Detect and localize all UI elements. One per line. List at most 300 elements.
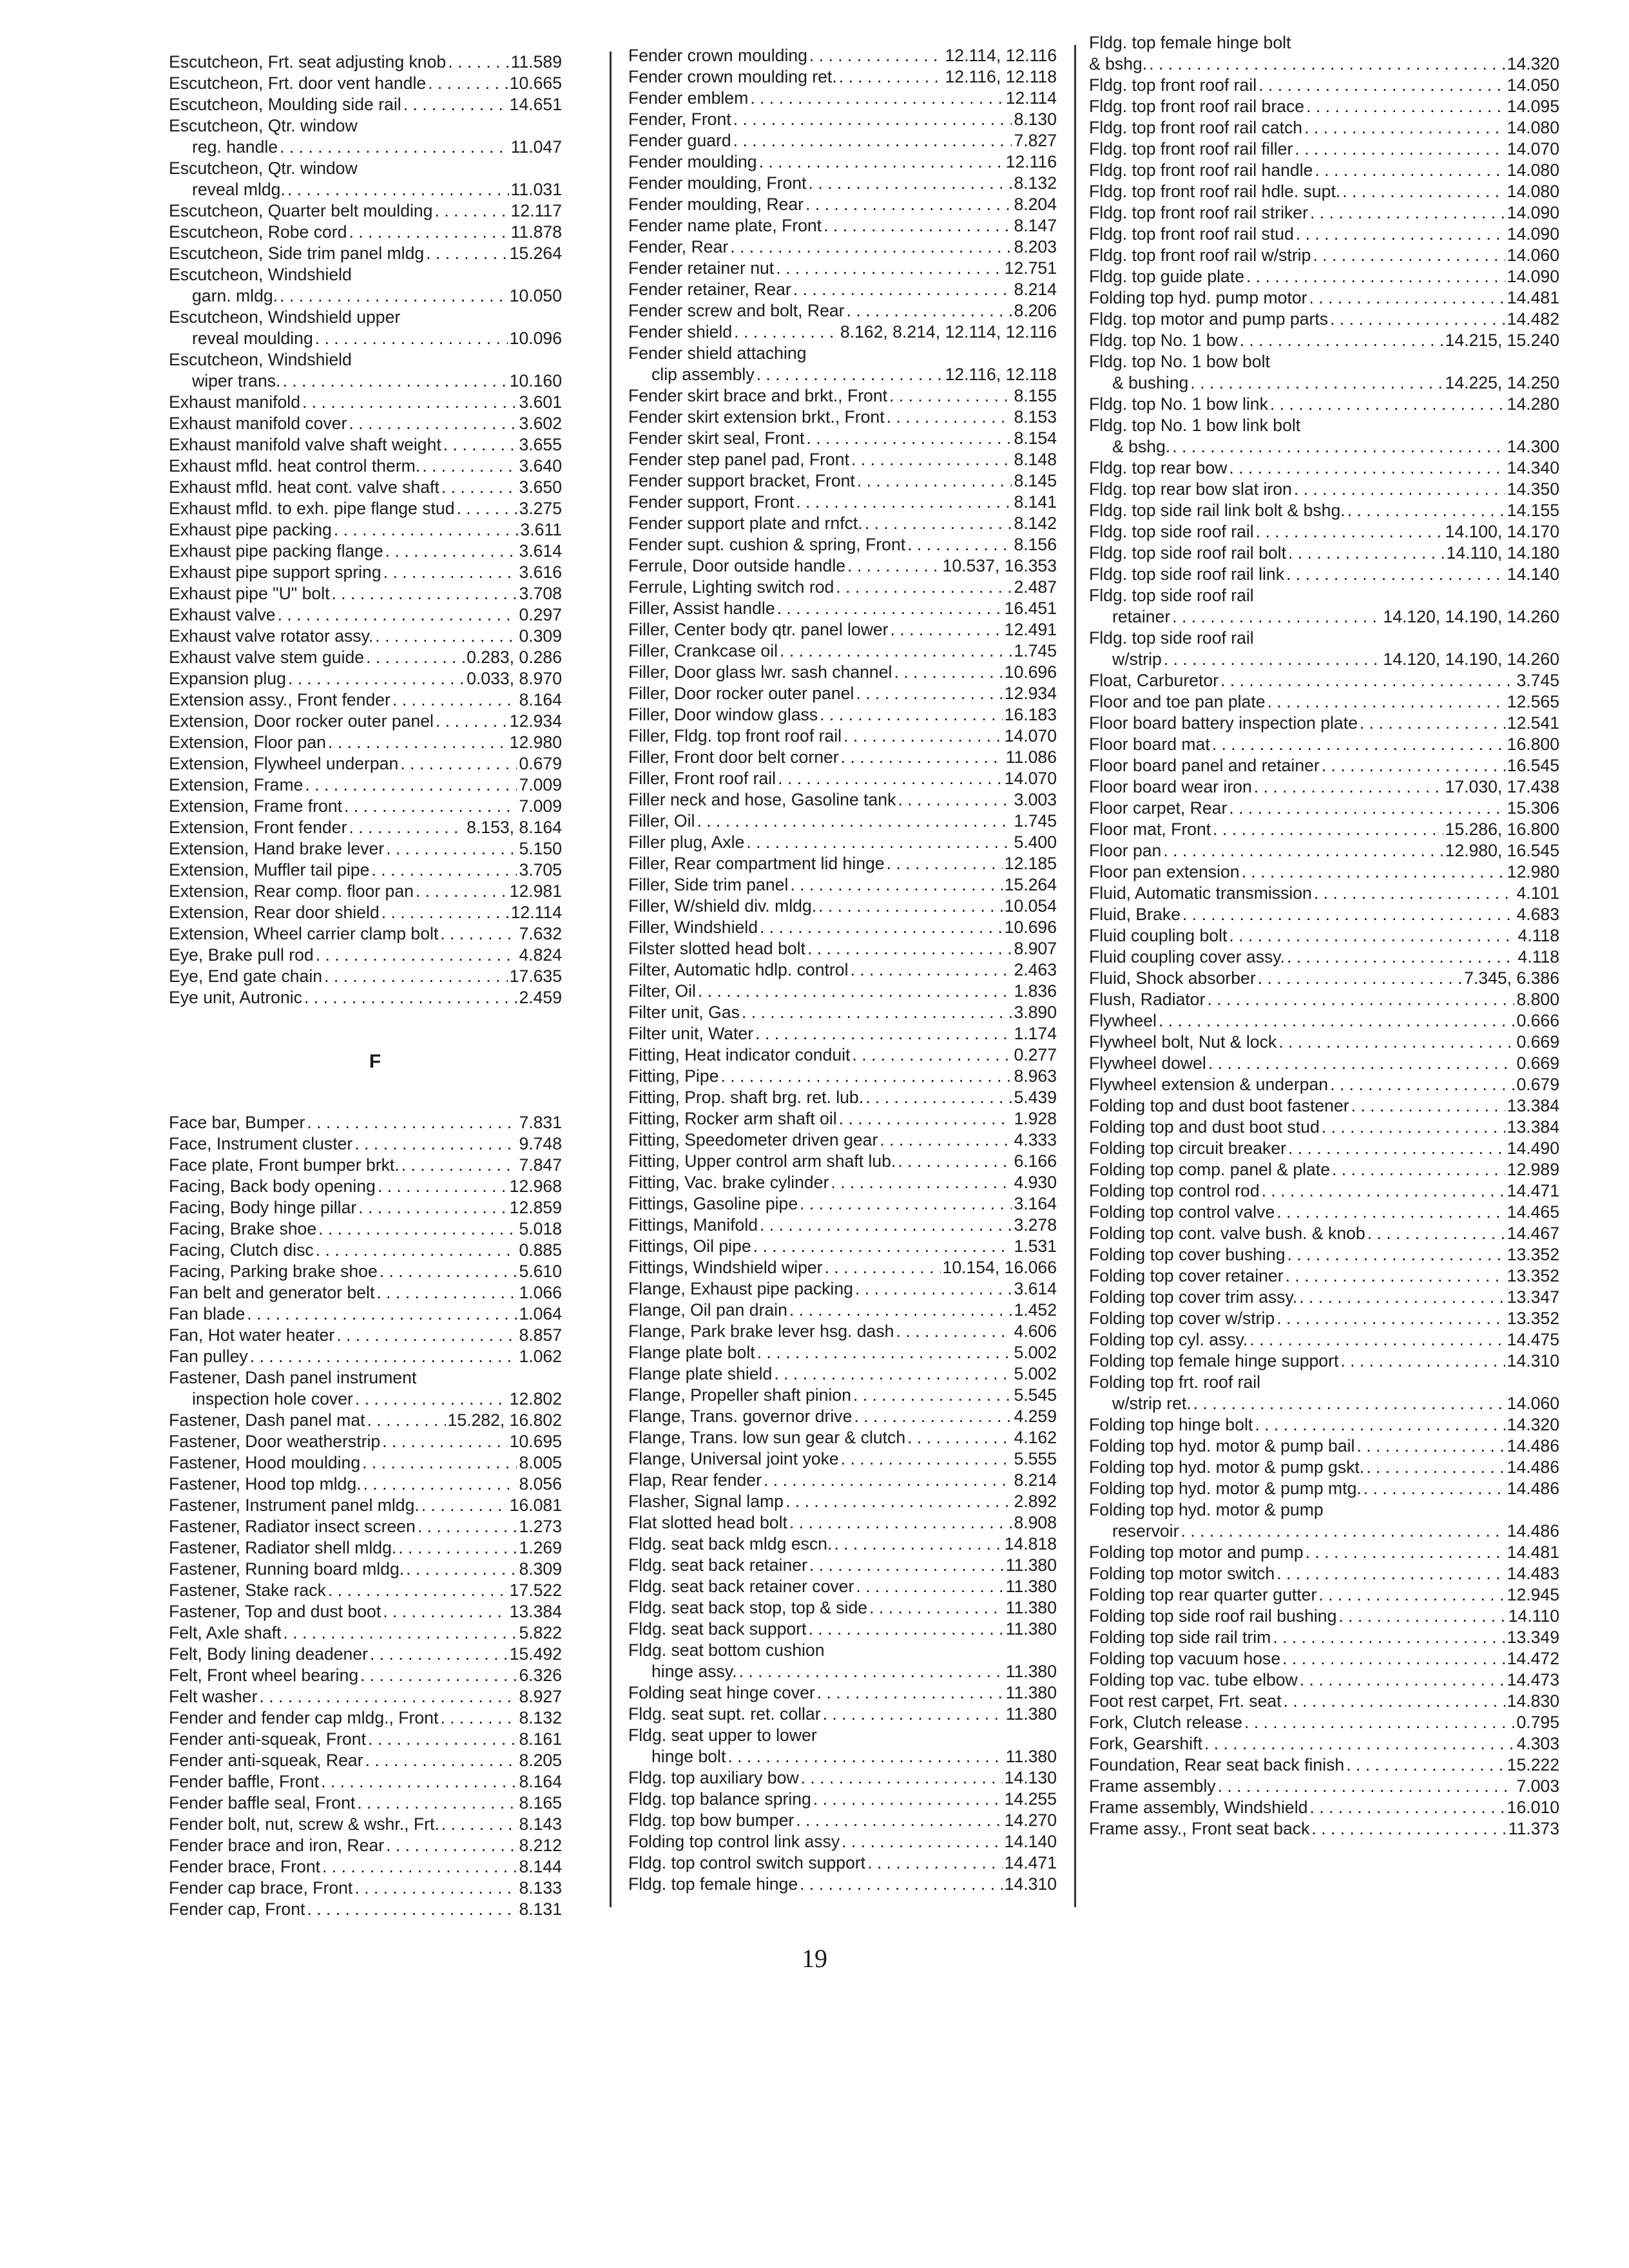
dot-leader [354,1133,517,1155]
index-entry [169,668,562,689]
dot-leader [896,1321,1012,1342]
entry-reference: 14.130 [1004,1768,1057,1787]
index-entry [169,1559,562,1580]
index-entry [169,838,562,860]
index-entry [628,1619,1057,1640]
entry-reference: 14.080 [1507,160,1559,180]
entry-reference: 7.003 [1516,1776,1559,1796]
dot-leader [1296,224,1505,245]
dot-leader [1318,1584,1505,1606]
dot-leader [280,137,509,158]
index-entry [628,66,1057,88]
entry-reference: 14.482 [1507,309,1559,329]
entry-reference: 13.384 [509,1602,562,1621]
dot-leader [1255,1414,1505,1436]
dot-leader [247,1303,517,1325]
index-entry [169,1835,562,1856]
entry-reference: 8.141 [1014,492,1057,512]
column-divider [610,52,612,1907]
entry-reference: 10.537, 16.353 [942,556,1057,575]
entry-reference: 8.161 [519,1729,562,1749]
entry-reference: 15.264 [1004,875,1057,894]
entry-label: Flange plate shield [628,1364,773,1383]
entry-reference: 5.439 [1014,1088,1057,1107]
entry-reference: 14.471 [1507,1181,1559,1200]
entry-label: Fender skirt extension brkt., Front [628,407,885,427]
index-entry [169,1495,562,1516]
index-entry [169,732,562,753]
dot-leader [1273,1627,1505,1648]
index-entry [169,1346,562,1367]
entry-label: Fldg. top front roof rail w/strip [1089,245,1311,265]
dot-leader [304,987,517,1008]
index-entry [1089,1265,1559,1287]
entry-reference: 0.283, 0.286 [467,648,562,667]
entry-label: Fender baffle, Front [169,1772,320,1791]
dot-leader [831,1172,1012,1193]
dot-leader [334,519,519,541]
index-entry [628,1087,1057,1108]
entry-reference: 15.306 [1507,798,1559,818]
entry-reference: 3.640 [519,456,562,476]
entry-label: Escutcheon, Frt. seat adjusting knob [169,52,447,72]
entry-reference: 14.471 [1004,1853,1057,1872]
dot-leader [891,619,1003,640]
entry-label: Felt, Front wheel bearing [169,1666,359,1685]
entry-reference: 13.384 [1507,1117,1559,1137]
dot-leader [1229,925,1516,947]
index-entry [628,1640,1057,1682]
entry-label: Fldg. seat back support [628,1619,807,1639]
entry-reference: 11.380 [1005,1619,1057,1639]
dot-leader [789,1512,1012,1533]
index-entry [628,215,1057,236]
index-entry [169,923,562,945]
dot-leader [1258,75,1505,96]
index-entry [628,1576,1057,1597]
entry-reference: 12.114 [1005,88,1057,108]
entry-reference: 14.490 [1507,1139,1559,1158]
dot-leader [817,1682,1004,1704]
dot-leader [733,130,1012,151]
entry-reference: 14.467 [1507,1224,1559,1243]
entry-label: Escutcheon, Windshield upper [169,307,401,327]
entry-reference: 12.934 [1004,684,1057,703]
entry-label: Fender, Front [628,110,731,129]
dot-leader [818,896,1003,917]
entry-reference: 3.164 [1014,1194,1057,1213]
index-entry [628,1555,1057,1576]
entry-reference: 5.610 [519,1262,562,1281]
dot-leader [316,945,517,966]
index-entry [169,1282,562,1303]
dot-leader [1286,1265,1505,1287]
entry-label: Felt washer [169,1687,258,1706]
entry-label: Floor board mat [1089,735,1210,754]
index-entry [1089,1159,1559,1180]
entry-reference: 14.473 [1507,1670,1559,1689]
entry-reference: 16.081 [509,1495,562,1515]
index-entry [169,1240,562,1261]
entry-label: Folding top hyd. pump motor [1089,288,1307,307]
entry-label: Frame assembly [1089,1776,1216,1796]
entry-label: Fender moulding [628,152,757,171]
entry-reference: 15.264 [509,244,562,263]
dot-leader [1207,989,1514,1010]
dot-leader [841,747,1004,768]
entry-reference: 3.601 [519,392,562,412]
index-column-2 [628,45,1057,1895]
entry-label: Exhaust valve [169,605,276,624]
entry-label: Fldg. top side rail link bolt & bshg. [1089,501,1345,520]
index-entry [1089,266,1559,287]
entry-label: Fender shield attaching [628,343,807,363]
index-entry [1089,139,1559,160]
entry-label: Folding top hinge bolt [1089,1415,1253,1434]
index-entry [1089,1244,1559,1265]
entry-label: Fender brace and iron, Rear [169,1836,385,1855]
index-entry [1089,1329,1559,1350]
dot-leader [760,1215,1012,1236]
index-entry [1089,1776,1559,1797]
entry-reference: 0.309 [519,626,562,646]
dot-leader [288,668,465,689]
index-entry [628,874,1057,896]
index-entry [169,1750,562,1771]
entry-reference: 4.162 [1014,1428,1057,1447]
entry-label: Fastener, Radiator shell mldg. [169,1538,397,1557]
index-entry [628,1852,1057,1874]
entry-reference: 12.981 [509,881,562,901]
entry-label: Facing, Body hinge pillar [169,1198,357,1217]
index-entry [628,662,1057,683]
entry-reference: 14.110, 14.180 [1446,543,1559,562]
entry-reference: 15.492 [509,1644,562,1664]
entry-reference: 8.156 [1014,535,1057,554]
index-entry [169,1176,562,1197]
entry-label: Ferrule, Door outside handle [628,556,846,575]
entry-reference: 14.155 [1507,501,1559,520]
entry-label: Folding top rear quarter gutter [1089,1585,1317,1604]
entry-reference: 12.751 [1004,258,1057,278]
entry-reference: 14.215, 15.240 [1445,331,1559,350]
entry-reference: 14.475 [1507,1330,1559,1349]
entry-label: Fittings, Oil pipe [628,1236,751,1256]
index-entry [169,1112,562,1133]
entry-label: Fender retainer nut [628,258,775,278]
index-entry [169,902,562,923]
index-entry [169,1537,562,1559]
entry-reference: 10.696 [1004,662,1057,682]
entry-reference: 7.009 [519,796,562,816]
entry-reference: 8.145 [1014,471,1057,490]
index-entry [628,853,1057,874]
dot-leader [1306,1542,1505,1563]
entry-reference: 12.802 [509,1389,562,1408]
index-entry [169,583,562,604]
index-entry [1089,968,1559,989]
dot-leader [809,45,943,66]
entry-label: Fldg. top side roof rail [1089,522,1254,541]
entry-label: Filler, Oil [628,811,695,831]
dot-leader [287,179,509,200]
entry-label: Fittings, Manifold [628,1215,758,1235]
entry-reference: 14.120, 14.190, 14.260 [1383,649,1559,669]
dot-leader [841,1448,1012,1470]
index-entry [1089,1074,1559,1095]
entry-label: Exhaust valve rotator assy. [169,626,374,646]
dot-leader [746,832,1012,853]
dot-leader [1268,691,1505,713]
dot-leader [386,1835,517,1856]
entry-label: Fan belt and generator belt [169,1283,375,1302]
dot-leader [1367,1223,1505,1244]
entry-label: Fldg. seat back stop, top & side [628,1598,868,1617]
entry-label: Exhaust manifold [169,392,300,412]
entry-label: Fldg. top balance spring [628,1789,811,1809]
entry-label: Fastener, Door weatherstrip [169,1432,381,1451]
index-entry [1089,713,1559,734]
entry-label: Fldg. seat bottom cushion [628,1640,825,1660]
entry-label: Folding top side rail trim [1089,1628,1271,1647]
entry-reference: 8.153, 8.164 [467,818,562,837]
entry-label: Fender step panel pad, Front [628,450,849,469]
entry-label: Folding top vacuum hose [1089,1649,1281,1668]
entry-label: Flange, Universal joint yoke [628,1449,839,1468]
entry-continuation: reg. handle [192,137,278,157]
entry-label: Fan pulley [169,1347,248,1366]
entry-reference: 8.857 [519,1325,562,1345]
index-entry [169,966,562,987]
index-entry [1089,351,1559,394]
entry-label: Extension assy., Front fender [169,690,390,709]
dot-leader [698,981,1012,1002]
entry-label: Fastener, Top and dust boot [169,1602,381,1621]
index-entry [628,534,1057,555]
dot-leader [800,1874,1003,1895]
entry-label: Extension, Wheel carrier clamp bolt [169,924,439,943]
index-entry [1089,287,1559,309]
entry-label: Fitting, Rocker arm shaft oil [628,1109,837,1128]
dot-leader [753,1236,1012,1257]
dot-leader [1294,479,1505,500]
entry-label: Flange plate bolt [628,1343,755,1362]
entry-label: Eye, Brake pull rod [169,945,314,965]
index-entry [1089,670,1559,691]
entry-reference: 5.555 [1014,1449,1057,1468]
entry-reference: 5.822 [519,1623,562,1642]
dot-leader [1309,1797,1505,1818]
index-entry [169,945,562,966]
entry-label: Fldg. top front roof rail brace [1089,97,1305,116]
entry-reference: 3.602 [519,414,562,433]
index-entry [169,1516,562,1537]
entry-label: Fender anti-squeak, Rear [169,1751,363,1770]
entry-label: Fldg. top rear bow [1089,458,1228,477]
index-entry [1089,628,1559,670]
index-entry [169,1814,562,1835]
dot-leader [360,1665,517,1686]
dot-leader [328,732,508,753]
entry-reference: 14.481 [1507,288,1559,307]
entry-reference: 4.259 [1014,1407,1057,1426]
entry-label: Exhaust manifold cover [169,414,347,433]
entry-reference: 8.800 [1516,990,1559,1009]
index-entry [169,94,562,115]
index-entry [169,519,562,541]
index-entry [169,860,562,881]
entry-label: Fittings, Windshield wiper [628,1258,823,1277]
entry-reference: 14.060 [1507,245,1559,265]
dot-leader [1164,649,1382,670]
dot-leader [1208,1053,1515,1074]
index-entry [1089,543,1559,564]
entry-label: Fender moulding, Rear [628,195,804,214]
dot-leader [355,1389,508,1410]
index-entry [628,683,1057,704]
entry-reference: 8.907 [1014,939,1057,958]
entry-label: Folding top cover w/strip [1089,1309,1275,1328]
dot-leader [820,704,1003,726]
index-entries-e [169,52,562,1008]
entry-label: Fldg. top front roof rail stud [1089,224,1294,244]
index-entry [628,1831,1057,1852]
dot-leader [1322,1117,1505,1138]
dot-leader [789,1300,1012,1321]
index-entry [628,1193,1057,1215]
entry-reference: 8.056 [519,1474,562,1494]
entry-label: Folding top motor and pump [1089,1542,1304,1562]
entry-label: Escutcheon, Windshield [169,350,352,369]
dot-leader [808,1619,1003,1640]
dot-leader [385,541,517,562]
dot-leader [383,1601,507,1622]
dot-leader [1313,245,1505,266]
entry-reference: 7.831 [519,1113,562,1132]
index-entry [1089,1372,1559,1414]
entry-reference: 0.795 [1516,1713,1559,1732]
dot-leader [363,1474,517,1495]
entry-reference: 14.818 [1004,1534,1057,1553]
entry-reference: 14.140 [1507,564,1559,584]
dot-leader [1229,457,1505,479]
dot-leader [324,966,508,987]
index-entry [628,1215,1057,1236]
entry-label: Fldg. top guide plate [1089,267,1244,286]
entry-reference: 13.352 [1507,1245,1559,1264]
entry-reference: 8.963 [1014,1066,1057,1086]
entry-reference: 5.002 [1014,1343,1057,1362]
entry-label: Floor and toe pan plate [1089,692,1266,711]
entry-reference: 6.326 [519,1666,562,1685]
dot-leader [406,1559,517,1580]
dot-leader [1286,564,1505,585]
dot-leader [1315,160,1505,181]
dot-leader [1287,947,1516,968]
entry-label: Filler plug, Axle [628,832,745,852]
dot-leader [793,279,1012,300]
index-entry [1089,585,1559,628]
dot-leader [786,1491,1012,1512]
dot-leader [322,1856,517,1878]
index-entry [628,1427,1057,1448]
dot-leader [1246,266,1505,287]
entry-reference: 17.522 [509,1581,562,1600]
entry-label: Folding top control rod [1089,1181,1260,1200]
index-entry [169,1197,562,1218]
entry-continuation: hinge bolt [651,1747,726,1766]
index-entry [628,1470,1057,1491]
index-entry [1089,330,1559,351]
index-entry [1089,883,1559,904]
entry-reference: 8.155 [1014,386,1057,405]
dot-leader [1288,1138,1505,1159]
index-entry [628,1597,1057,1619]
entry-label: Extension, Frame front [169,796,343,816]
entry-label: Fittings, Gasoline pipe [628,1194,798,1213]
index-entry [1089,1606,1559,1627]
entry-reference: 0.669 [1516,1032,1559,1052]
page-number: 19 [802,1944,827,1973]
dot-leader [790,874,1002,896]
entry-reference: 1.273 [519,1517,562,1536]
index-entry [628,1300,1057,1321]
entry-label: Floor board panel and retainer [1089,756,1320,775]
entry-label: Escutcheon, Windshield [169,265,352,284]
index-entry [1089,75,1559,96]
dot-leader [392,689,517,711]
dot-leader [853,1385,1012,1406]
entry-reference: 8.162, 8.214, 12.114, 12.116 [840,322,1057,341]
entry-reference: 9.748 [519,1134,562,1153]
entry-label: Fldg. top No. 1 bow link bolt [1089,416,1301,435]
entry-reference: 5.400 [1014,832,1057,852]
dot-leader [739,1661,1004,1682]
dot-leader [1309,287,1505,309]
entry-label: Extension, Rear door shield [169,903,380,922]
index-entry [169,1707,562,1729]
index-entry [628,640,1057,662]
index-entry [1089,117,1559,139]
entry-reference: 16.545 [1507,756,1559,775]
dot-leader [1218,1776,1515,1797]
entry-reference: 11.031 [510,180,562,199]
entry-label: Fastener, Instrument panel mldg. [169,1495,419,1515]
entry-reference: 10.054 [1004,896,1057,916]
entry-reference: 16.010 [1507,1798,1559,1817]
entry-label: Float, Carburetor [1089,671,1219,690]
dot-leader [366,647,465,668]
entry-reference: 14.050 [1507,75,1559,95]
entry-reference: 13.347 [1507,1287,1559,1307]
entry-label: Facing, Clutch disc [169,1240,314,1260]
index-entry [628,279,1057,300]
entry-label: Frame assembly, Windshield [1089,1798,1308,1817]
entry-label: Flange, Exhaust pipe packing [628,1279,853,1298]
entry-label: Fender skirt seal, Front [628,428,805,448]
dot-leader [1322,755,1505,776]
dot-leader [1282,1648,1505,1669]
dot-leader [375,626,517,647]
dot-leader [305,774,517,796]
entry-reference: 10.154, 16.066 [942,1258,1057,1277]
dot-leader [441,477,517,498]
dot-leader [1277,1308,1505,1329]
index-entry [628,1321,1057,1342]
entry-reference: 3.611 [520,520,562,539]
entry-continuation: & bushing [1112,373,1189,392]
entry-label: Escutcheon, Frt. door vent handle [169,73,427,93]
